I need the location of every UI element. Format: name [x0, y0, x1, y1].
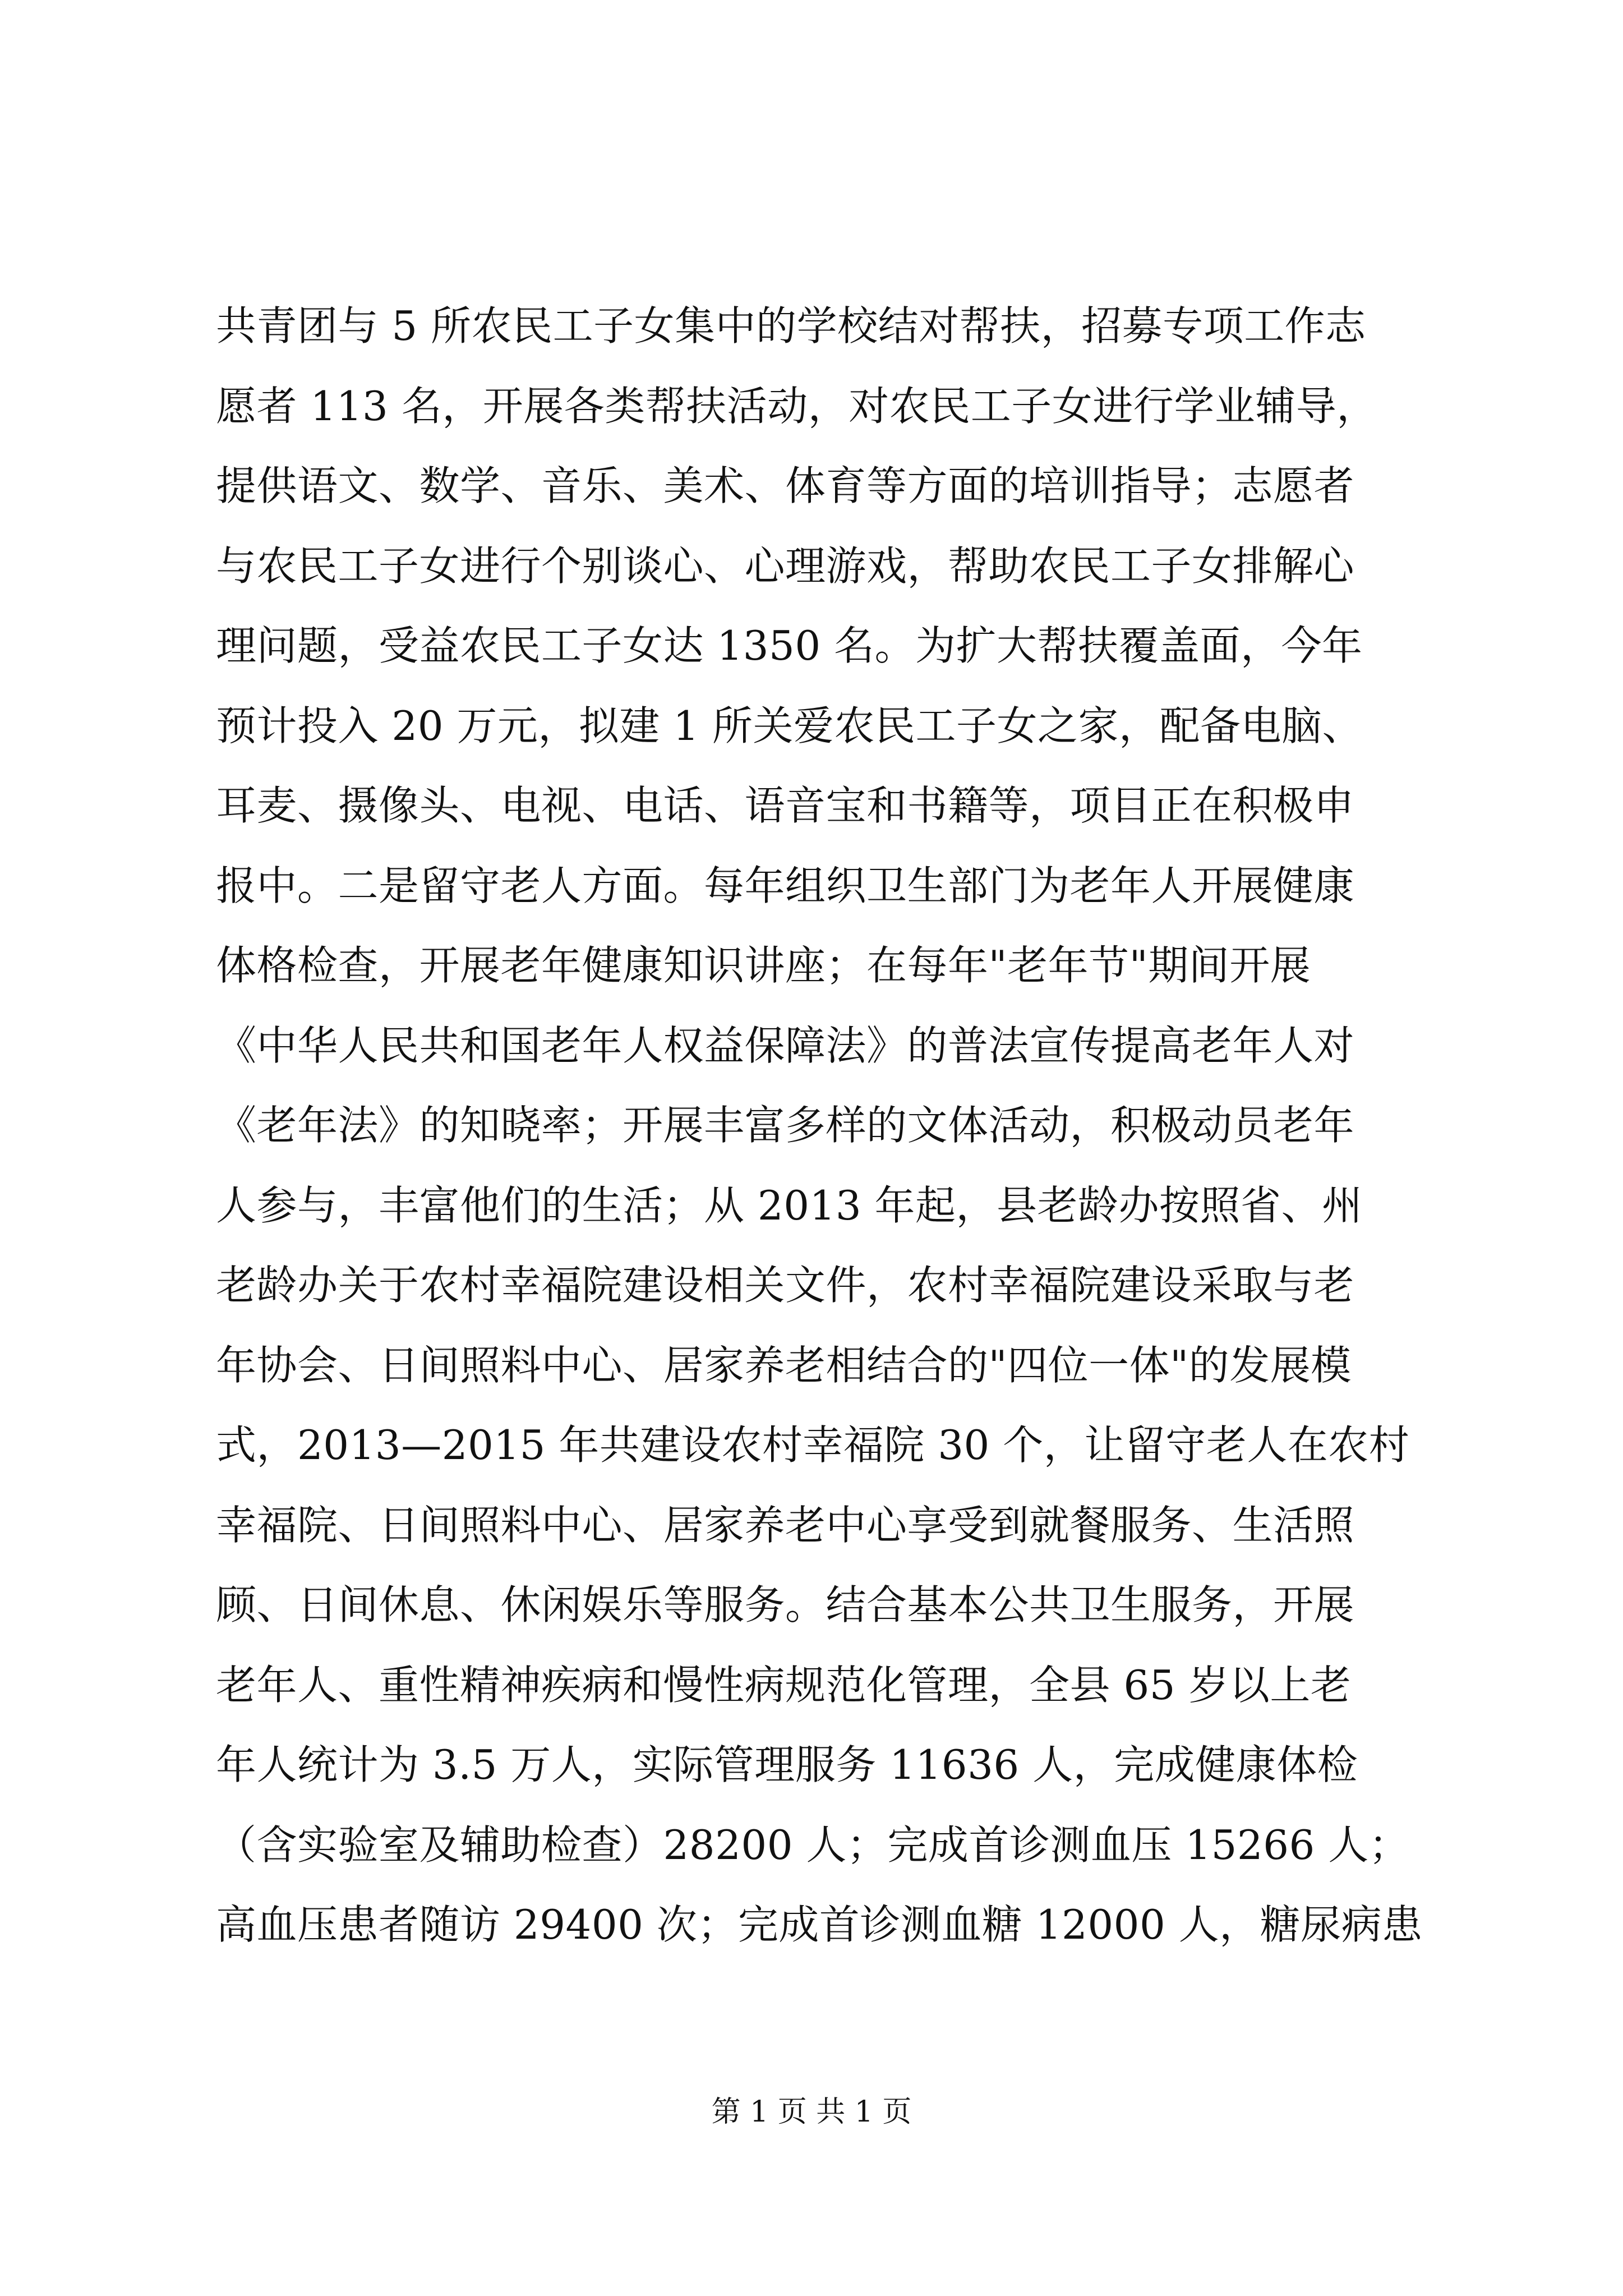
- text-line: 愿者 113 名，开展各类帮扶活动，对农民工子女进行学业辅导，: [216, 382, 1377, 430]
- text-line: 《中华人民共和国老年人权益保障法》的普法宣传提高老年人对: [216, 1022, 1355, 1069]
- body-text: [216, 286, 1427, 1965]
- page-footer: 第 1 页 共 1 页: [711, 2095, 912, 2129]
- text-line: 体格检查，开展老年健康知识讲座；在每年"老年节"期间开展: [216, 942, 1311, 989]
- text-line: 报中。二是留守老人方面。每年组织卫生部门为老年人开展健康: [216, 862, 1355, 909]
- text-line: 共青团与 5 所农民工子女集中的学校结对帮扶，招募专项工作志: [216, 302, 1366, 349]
- text-line: 《老年法》的知晓率；开展丰富多样的文体活动，积极动员老年: [216, 1102, 1355, 1149]
- text-line: 人参与，丰富他们的生活；从 2013 年起，县老龄办按照省、州: [216, 1181, 1363, 1229]
- text-line: 幸福院、日间照料中心、居家养老中心享受到就餐服务、生活照: [216, 1501, 1355, 1549]
- text-line: 年协会、日间照料中心、居家养老相结合的"四位一体"的发展模: [216, 1341, 1352, 1389]
- text-line: 老龄办关于农村幸福院建设相关文件，农村幸福院建设采取与老: [216, 1262, 1355, 1309]
- text-line: 老年人、重性精神疾病和慢性病规范化管理，全县 65 岁以上老: [216, 1661, 1352, 1709]
- text-line: 式，2013—2015 年共建设农村幸福院 30 个，让留守老人在农村: [216, 1421, 1410, 1469]
- text-line: 与农民工子女进行个别谈心、心理游戏，帮助农民工子女排解心: [216, 542, 1355, 590]
- text-line: 年人统计为 3.5 万人，实际管理服务 11636 人，完成健康体检: [216, 1741, 1358, 1788]
- text-line: 理问题，受益农民工子女达 1350 名。为扩大帮扶覆盖面，今年: [216, 622, 1363, 669]
- text-line: 高血压患者随访 29400 次；完成首诊测血糖 12000 人，糖尿病患: [216, 1901, 1423, 1948]
- text-line: 耳麦、摄像头、电视、电话、语音宝和书籍等，项目正在积极申: [216, 782, 1355, 829]
- text-line: 顾、日间休息、休闲娱乐等服务。结合基本公共卫生服务，开展: [216, 1581, 1355, 1628]
- text-line: 预计投入 20 万元，拟建 1 所关爱农民工子女之家，配备电脑、: [216, 702, 1363, 749]
- text-line: 提供语文、数学、音乐、美术、体育等方面的培训指导；志愿者: [216, 462, 1355, 509]
- text-line: （含实验室及辅助检查）28200 人；完成首诊测血压 15266 人；: [216, 1821, 1410, 1869]
